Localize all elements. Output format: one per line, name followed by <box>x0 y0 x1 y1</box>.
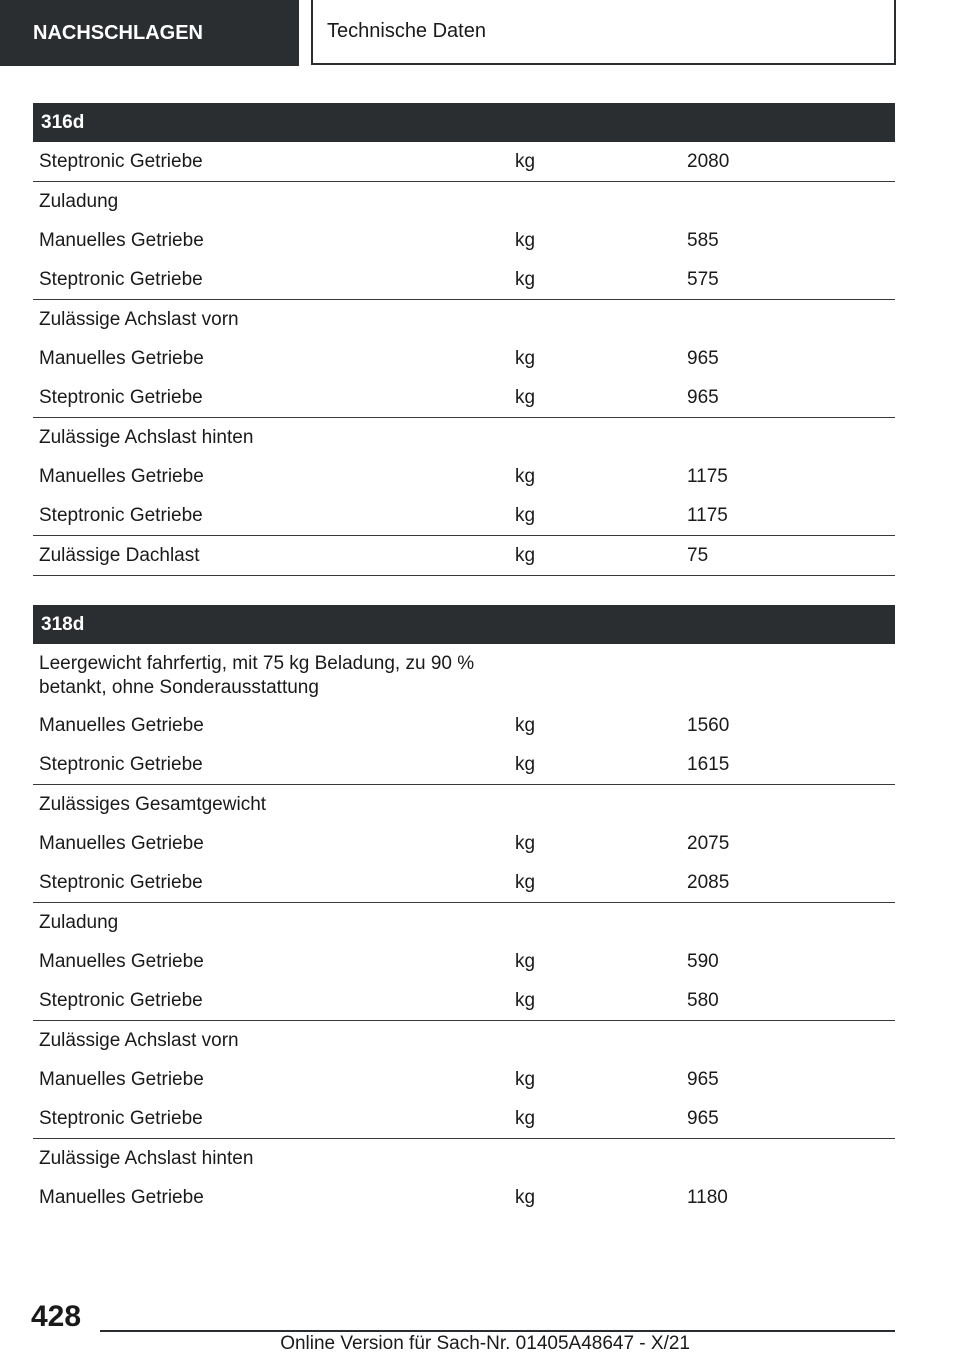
row-label: Zulässiges Gesamtgewicht <box>39 793 267 815</box>
row-value: 1175 <box>687 504 728 526</box>
row-label: Steptronic Getriebe <box>39 871 203 893</box>
table-row <box>33 745 895 785</box>
row-label: Zulässige Dachlast <box>39 544 200 566</box>
table-row <box>33 1178 895 1217</box>
row-unit: kg <box>515 832 536 854</box>
table-row <box>33 706 895 745</box>
row-unit: kg <box>515 714 536 736</box>
table-row <box>33 903 895 942</box>
table-row <box>33 260 895 300</box>
row-label: Steptronic Getriebe <box>39 753 203 775</box>
row-label: Leergewicht fahrfertig, mit 75 kg Beladung, zu 90 % betankt, ohne Sonderausstattung <box>39 653 475 698</box>
row-unit: kg <box>515 1186 536 1208</box>
table-row <box>33 824 895 863</box>
row-value: 585 <box>687 229 719 251</box>
row-value: 575 <box>687 268 719 290</box>
row-value: 580 <box>687 989 719 1011</box>
table-row <box>33 300 895 339</box>
row-unit: kg <box>515 386 536 408</box>
table-row <box>33 142 895 182</box>
row-unit: kg <box>515 544 536 566</box>
table-row <box>33 418 895 457</box>
table-row <box>33 1139 895 1178</box>
row-value: 590 <box>687 950 719 972</box>
row-unit: kg <box>515 229 536 251</box>
row-label: Zulässige Achslast vorn <box>39 308 239 330</box>
row-unit: kg <box>515 989 536 1011</box>
row-value: 965 <box>687 1107 719 1129</box>
page-number: 428 <box>31 1300 82 1333</box>
table-header-model: 318d <box>33 605 895 644</box>
table-row <box>33 1021 895 1060</box>
row-label: Zulässige Achslast vorn <box>39 1029 239 1051</box>
row-value: 965 <box>687 347 719 369</box>
table-row <box>33 536 895 576</box>
row-value: 2085 <box>687 871 730 893</box>
row-value: 965 <box>687 386 719 408</box>
table-row <box>33 221 895 260</box>
table-row <box>33 378 895 418</box>
row-unit: kg <box>515 465 536 487</box>
row-label: Manuelles Getriebe <box>39 950 204 972</box>
row-value: 1615 <box>687 753 730 775</box>
row-label: Manuelles Getriebe <box>39 465 204 487</box>
row-value: 2075 <box>687 832 730 854</box>
table-row <box>33 863 895 903</box>
row-unit: kg <box>515 950 536 972</box>
page-header <box>0 0 960 66</box>
table-row <box>33 644 895 706</box>
row-value: 2080 <box>687 150 730 172</box>
table-row <box>33 981 895 1021</box>
row-label: Manuelles Getriebe <box>39 1068 204 1090</box>
table-row <box>33 1099 895 1139</box>
table-row <box>33 1060 895 1099</box>
row-label: Manuelles Getriebe <box>39 832 204 854</box>
table-row <box>33 457 895 496</box>
row-label: Zuladung <box>39 190 119 212</box>
table-row <box>33 785 895 824</box>
row-label: Steptronic Getriebe <box>39 989 203 1011</box>
table-row <box>33 182 895 221</box>
row-label: Steptronic Getriebe <box>39 150 203 172</box>
row-label: Steptronic Getriebe <box>39 386 203 408</box>
row-label: Steptronic Getriebe <box>39 504 203 526</box>
row-unit: kg <box>515 504 536 526</box>
row-label: Manuelles Getriebe <box>39 229 204 251</box>
row-unit: kg <box>515 1068 536 1090</box>
row-value: 1175 <box>687 465 728 487</box>
row-unit: kg <box>515 753 536 775</box>
row-value: 965 <box>687 1068 719 1090</box>
row-unit: kg <box>515 347 536 369</box>
row-unit: kg <box>515 871 536 893</box>
row-value: 1180 <box>687 1186 728 1208</box>
row-unit: kg <box>515 150 536 172</box>
table-row <box>33 496 895 536</box>
row-label: Steptronic Getriebe <box>39 1107 203 1129</box>
section-title: NACHSCHLAGEN <box>0 0 299 66</box>
footer-divider <box>100 1330 895 1332</box>
row-label: Zulässige Achslast hinten <box>39 1147 254 1169</box>
row-unit: kg <box>515 1107 536 1129</box>
row-label: Manuelles Getriebe <box>39 347 204 369</box>
row-label: Manuelles Getriebe <box>39 1186 204 1208</box>
table-row <box>33 942 895 981</box>
row-value: 1560 <box>687 714 730 736</box>
footer-text: Online Version für Sach-Nr. 01405A48647 - X/21 <box>280 1333 690 1354</box>
row-label: Manuelles Getriebe <box>39 714 204 736</box>
row-label: Zuladung <box>39 911 119 933</box>
row-label: Zulässige Achslast hinten <box>39 426 254 448</box>
table-header-model: 316d <box>33 103 895 142</box>
row-label: Steptronic Getriebe <box>39 268 203 290</box>
row-unit: kg <box>515 268 536 290</box>
spec-table-318d <box>33 605 895 1217</box>
chapter-title: Technische Daten <box>311 0 896 65</box>
table-row <box>33 339 895 378</box>
row-value: 75 <box>687 544 709 566</box>
spec-table-316d <box>33 103 895 576</box>
